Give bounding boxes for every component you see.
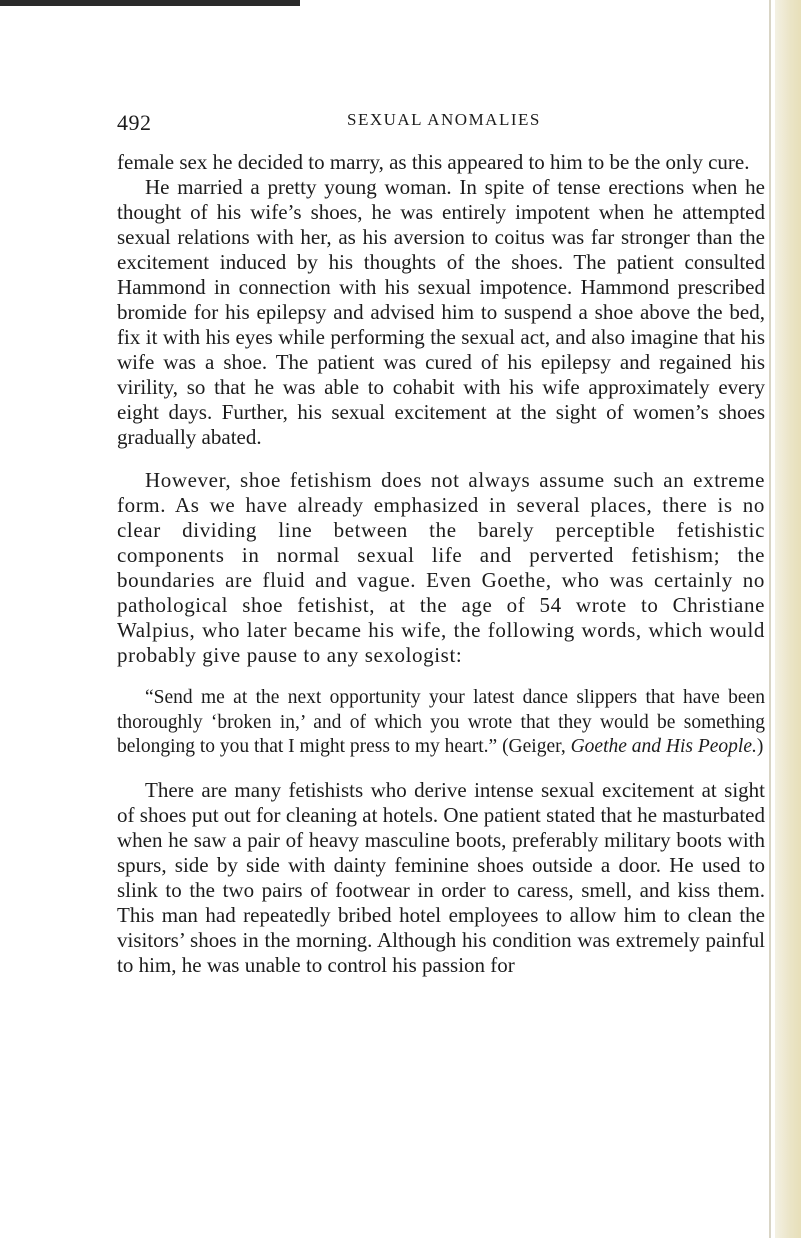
quotation-citation-close: ) bbox=[756, 736, 764, 757]
running-title: SEXUAL ANOMALIES bbox=[347, 110, 541, 129]
quotation-citation-open: (Geiger, bbox=[502, 736, 566, 757]
quotation-citation-title: Goethe and His People. bbox=[570, 736, 757, 757]
paragraph-continuation: female sex he decided to marry, as this appeared to him to be the only cure. bbox=[117, 150, 750, 174]
page-number: 492 bbox=[117, 110, 152, 135]
quotation bbox=[117, 686, 765, 760]
paragraph-hotel-fetishists: There are many fetishists who derive intense sexual excitement at sight of shoes put out for cleaning at hotels. One patient stated that he masturbated when he saw a pair of heavy masculine boots, preferably military boots with spurs, side by side with dainty feminine shoes outside a door. He used to slink to the two pairs of footwear in order to caress, smell, and kiss them. This man had repeatedly bribed hotel employees to allow him to clean the visitors’ shoes in the morning. Although his condition was extremely painful to him, he was unable to control his passion for bbox=[117, 777, 765, 977]
running-head bbox=[117, 104, 765, 150]
top-edge-rule bbox=[0, 0, 300, 6]
quotation-text: “Send me at the next opportunity your latest dance slippers that have been thoroughly ‘broken in,’ and of which you wrote that they would be something belonging to you that I might press to my heart.” bbox=[117, 687, 765, 757]
paragraph-hammond-case: He married a pretty young woman. In spite of tense erections when he thought of his wife’s shoes, he was entirely impotent when he attempted sexual relations with her, as his aversion to coitus was far stronger than the excitement induced by his thoughts of the shoes. The patient consulted Hammond in connection with his sexual impotence. Hammond prescribed bromide for his epilepsy and advised him to suspend a shoe above the bed, fix it with his eyes while performing the sexual act, and also imagine that his wife was a shoe. The patient was cured of his epilepsy and regained his virility, so that he was able to cohabit with his wife approximately every eight days. Further, his sexual excitement at the sight of women’s shoes gradually abated. bbox=[117, 175, 765, 449]
book-page bbox=[117, 104, 765, 978]
paragraph-goethe: However, shoe fetishism does not always assume such an extreme form. As we have already emphasized in several places, there is no clear dividing line between the barely perceptible fetishistic components in normal sexual life and perverted fetishism; the boundaries are fluid and vague. Even Goethe, who was certainly no pathological shoe fetishist, at the age of 54 wrote to Christiane Walpius, who later became his wife, the following words, which would probably give pause to any sexologist: bbox=[117, 468, 765, 667]
page-edge-shadow bbox=[775, 0, 801, 1238]
page-edge-line bbox=[769, 0, 771, 1238]
